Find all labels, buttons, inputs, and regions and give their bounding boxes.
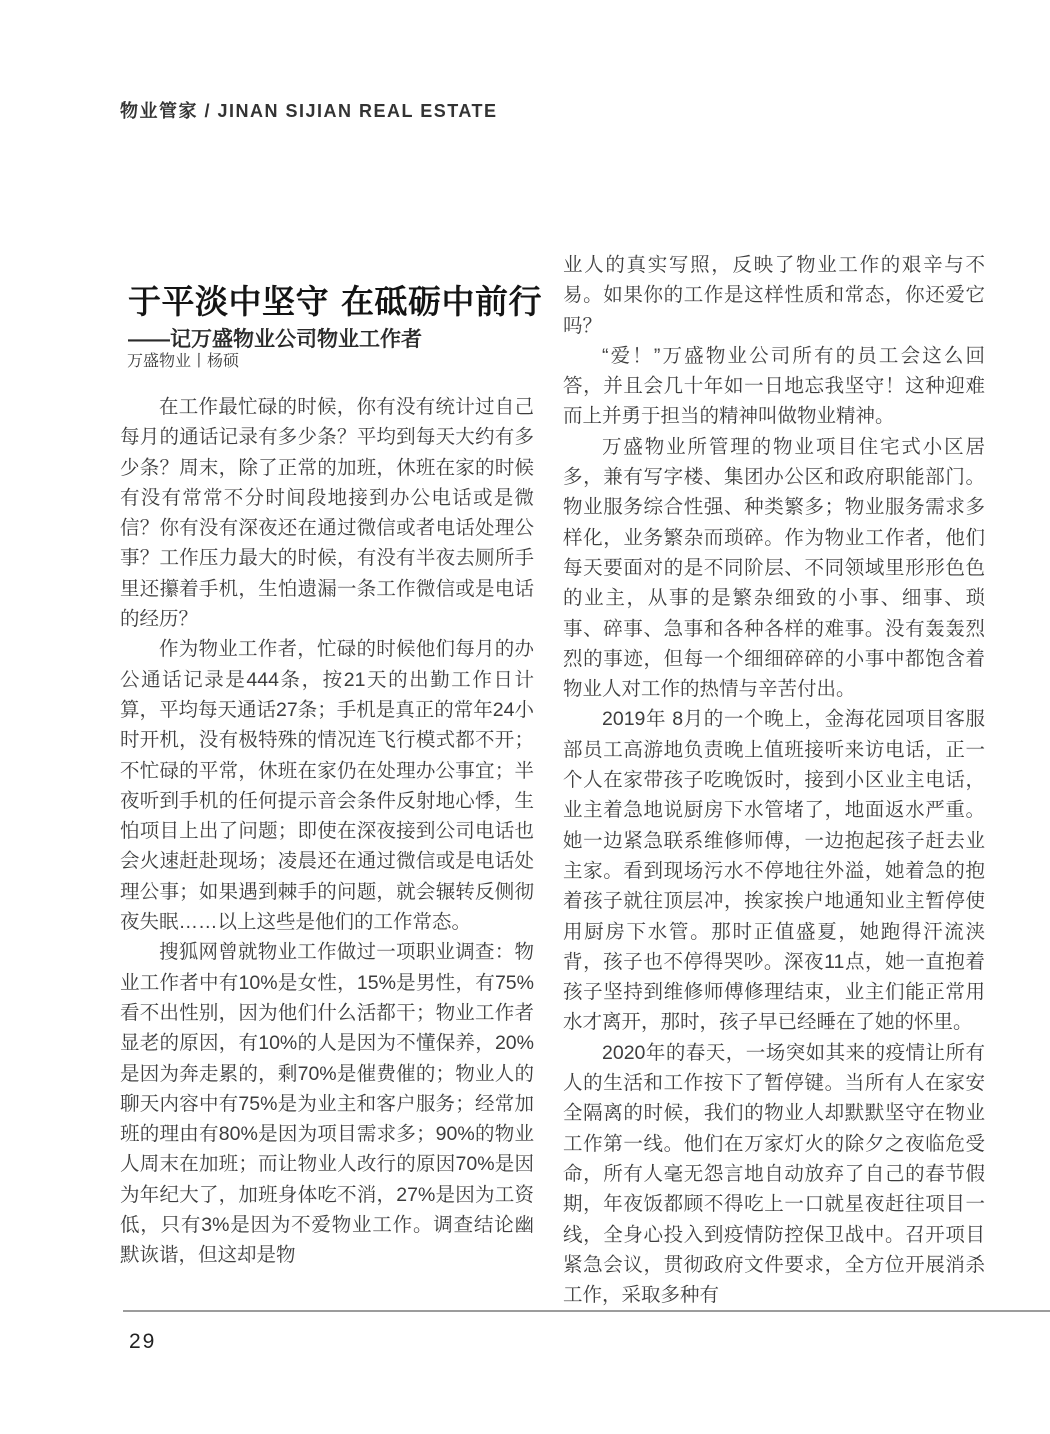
paragraph: 2019年 8月的一个晚上，金海花园项目客服部员工高游地负责晚上值班接听来访电话，正一个人在家带孩子吃晚饭时，接到小区业主电话，业主着急地说厨房下水管堵了，地面返水严重。她一边紧急联系维修师傅，一边抱起孩子赶去业主家。看到现场污水不停地往外溢，她着急的抱着孩子就往顶层冲，挨家挨户地通知业主暂停使用厨房下水管。那时正值盛夏，她跑得汗流浃背，孩子也不停得哭吵。深夜11点，她一直抱着孩子坚持到维修师傅修理结束，业主们能正常用水才离开，那时，孩子早已经睡在了她的怀里。 bbox=[563, 708, 985, 1034]
article-subtitle: ——记万盛物业公司物业工作者 bbox=[128, 328, 422, 352]
page-number: 29 bbox=[129, 1330, 157, 1353]
article-byline: 万盛物业丨杨硕 bbox=[127, 353, 240, 370]
paragraph: “爱！”万盛物业公司所有的员工会这么回答，并且会几十年如一日地忘我坚守！这种迎难而上并勇于担当的精神叫做物业精神。 bbox=[563, 344, 985, 428]
left-column bbox=[120, 392, 534, 1271]
paragraph: 作为物业工作者，忙碌的时候他们每月的办公通话记录是444条，按21天的出勤工作日计算，平均每天通话27条；手机是真正的常年24小时开机，没有极特殊的情况连飞行模式都不开；不忙碌的平常，休班在家仍在处理办公事宜；半夜听到手机的任何提示音会条件反射地心悸，生怕项目上出了问题；即使在深夜接到公司电话也会火速赶赴现场；凌晨还在通过微信或是电话处理公事；如果遇到棘手的问题，就会辗转反侧彻夜失眠……以上这些是他们的工作常态。 bbox=[120, 638, 534, 934]
right-column bbox=[563, 250, 985, 1310]
paragraph: 在工作最忙碌的时候，你有没有统计过自己每月的通话记录有多少条？平均到每天大约有多少条？周末，除了正常的加班，休班在家的时候有没有常常不分时间段地接到办公电话或是微信？你有没有深夜还在通过微信或者电话处理公事？工作压力最大的时候，有没有半夜去厕所手里还攥着手机，生怕遗漏一条工作微信或是电话的经历？ bbox=[120, 396, 534, 631]
paragraph: 2020年的春天，一场突如其来的疫情让所有人的生活和工作按下了暂停键。当所有人在家安全隔离的时候，我们的物业人却默默坚守在物业工作第一线。他们在万家灯火的除夕之夜临危受命，所有人毫无怨言地自动放弃了自己的春节假期，年夜饭都顾不得吃上一口就星夜赶往项目一线，全身心投入到疫情防控保卫战中。召开项目紧急会议，贯彻政府文件要求，全方位开展消杀工作，采取多种有 bbox=[563, 1041, 985, 1307]
paragraph: 搜狐网曾就物业工作做过一项职业调查：物业工作者中有10%是女性，15%是男性，有75%看不出性别，因为他们什么活都干；物业工作者显老的原因，有10%的人是因为不懂保养，20%是因为奔走累的，剩70%是催费催的；物业人的聊天内容中有75%是为业主和客户服务；经常加班的理由有80%是因为项目需求多；90%的物业人周末在加班；而让物业人改行的原因70%是因为年纪大了，加班身体吃不消，27%是因为工资低，只有3%是因为不爱物业工作。调查结论幽默诙谐，但这却是物 bbox=[120, 941, 534, 1267]
paragraph-continuation: 业人的真实写照，反映了物业工作的艰辛与不易。如果你的工作是这样性质和常态，你还爱它吗？ bbox=[563, 254, 985, 337]
page-header: 物业管家 / JINAN SIJIAN REAL ESTATE bbox=[120, 101, 498, 121]
paragraph: 万盛物业所管理的物业项目住宅式小区居多，兼有写字楼、集团办公区和政府职能部门。物业服务综合性强、种类繁多；物业服务需求多样化，业务繁杂而琐碎。作为物业工作者，他们每天要面对的是不同阶层、不同领域里形形色色的业主，从事的是繁杂细致的小事、细事、琐事、碎事、急事和各种各样的难事。没有轰轰烈烈的事迹，但每一个细细碎碎的小事中都饱含着物业人对工作的热情与辛苦付出。 bbox=[563, 435, 985, 701]
footer-rule bbox=[123, 1310, 1050, 1312]
article-title: 于平淡中坚守 在砥砺中前行 bbox=[128, 282, 542, 322]
